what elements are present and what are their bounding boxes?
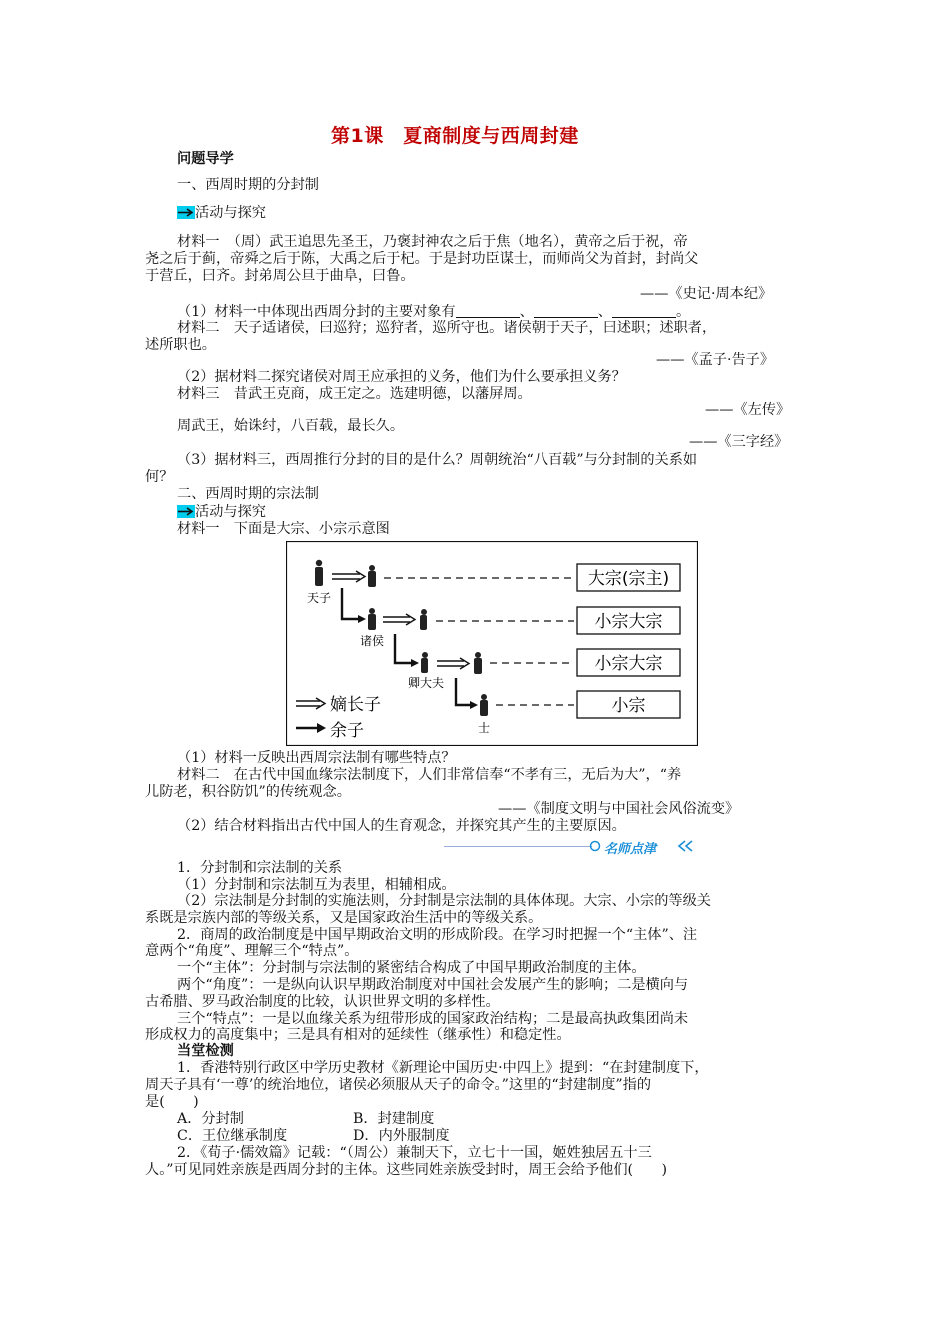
person-icon (368, 565, 376, 587)
activity-label: 活动与探究 (195, 205, 266, 221)
person-icon (421, 652, 428, 673)
test-heading: 当堂检测 (177, 1043, 234, 1059)
q1-text: （1）材料一中体现出西周分封的主要对象有 (177, 304, 456, 320)
q1-end: 。 (676, 304, 691, 320)
tip1: 1．分封制和宗法制的关系 (177, 860, 343, 876)
box-label: 小宗 (611, 696, 646, 716)
chevron-left-icon (676, 839, 698, 853)
tip2b-line2: 古希腊、罗马政治制度的比较，认识世界文明的多样性。 (145, 994, 500, 1010)
p1-m3-line1: 材料三 昔武王克商，成王定之。选建明德，以藩屏周。 (177, 386, 532, 402)
tip1b-line1: （2）宗法制是分封制的实施法则，分封制是宗法制的具体体现。大宗、小宗的等级关 (177, 893, 711, 909)
box-label: 小宗大宗 (594, 654, 663, 674)
person-icon (474, 652, 482, 674)
p1-q3-line1: （3）据材料三，西周推行分封的目的是什么？周朝统治“八百载”与分封制的关系如 (177, 452, 698, 468)
q1-sep: 、 (597, 304, 612, 320)
part2-activity (177, 504, 266, 521)
rank-label: 天子 (306, 591, 332, 605)
person-icon (368, 608, 376, 630)
part1-activity (177, 205, 266, 222)
p2-m2-source: ——《制度文明与中国社会风俗流变》 (498, 801, 740, 817)
part1-heading: 一、西周时期的分封制 (177, 177, 319, 193)
tip1b-line2: 系既是宗族内部的等级关系，又是国家政治生活中的等级关系。 (145, 910, 543, 926)
p1-m1-line3: 于营丘，曰齐。封弟周公旦于曲阜，曰鲁。 (145, 268, 415, 284)
tip2c-line1: 三个“特点”：一是以血缘关系为纽带形成的国家政治结构；二是最高执政集团尚未 (177, 1011, 689, 1027)
p2-m2-line2: 儿防老，积谷防饥”的传统观念。 (145, 784, 351, 800)
test-q2-line2: 人。”可见同姓亲族是西周分封的主体。这些同姓亲族受封时，周王会给予他们( ) (145, 1162, 667, 1178)
arrow-icon (177, 206, 195, 219)
legend-label: 余子 (330, 721, 364, 741)
p2-m2-line1: 材料二 在古代中国血缘宗法制度下，人们非常信奉“不孝有三，无后为大”，“养 (177, 767, 682, 783)
arrow-icon (177, 505, 195, 518)
person-icon (315, 560, 323, 586)
test-q1-line1: 1．香港特别行政区中学历史教材《新理论中国历史·中四上》提到：“在封建制度下， (177, 1060, 709, 1076)
answer-blank[interactable] (456, 304, 520, 318)
legend-label: 嫡长子 (330, 695, 381, 715)
circle-icon (588, 839, 602, 853)
option-d[interactable]: D．内外服制度 (353, 1128, 450, 1144)
p1-q1 (177, 304, 690, 321)
p1-m3-source1: ——《左传》 (705, 402, 791, 418)
answer-blank[interactable] (534, 304, 598, 318)
test-q1-line2: 周天子具有‘一尊’的统治地位，诸侯必须服从天子的命令。”这里的“封建制度”指的 (145, 1077, 652, 1093)
person-icon (480, 694, 488, 716)
divider (444, 846, 592, 847)
tip2a: 一个“主体”：分封制与宗法制的紧密结合构成了中国早期政治制度的主体。 (177, 960, 646, 976)
option-c[interactable]: C．王位继承制度 (177, 1128, 288, 1144)
rank-label: 诸侯 (359, 634, 385, 648)
option-a[interactable]: A．分封制 (177, 1111, 244, 1127)
p1-m3-source2: ——《三字经》 (689, 434, 789, 450)
p1-m2-line1: 材料二 天子适诸侯，曰巡狩；巡狩者，巡所守也。诸侯朝于天子，曰述职；述职者， (177, 320, 717, 336)
p1-m2-source: ——《孟子·告子》 (656, 352, 775, 368)
tip1a: （1）分封制和宗法制互为表里，相辅相成。 (177, 877, 456, 893)
answer-blank[interactable] (612, 304, 676, 318)
p2-m1: 材料一 下面是大宗、小宗示意图 (177, 521, 390, 537)
p1-m1-line1: 材料一 （周）武王追思先圣王，乃褒封神农之后于焦（地名），黄帝之后于祝，帝 (177, 234, 688, 250)
p2-q2: （2）结合材料指出古代中国人的生育观念，并探究其产生的主要原因。 (177, 818, 626, 834)
activity-label: 活动与探究 (195, 504, 266, 520)
box-label: 大宗(宗主) (587, 569, 670, 589)
tip2-line2: 意两个“角度”、理解三个“特点”。 (145, 943, 359, 959)
p1-m3-line2: 周武王，始诛纣，八百载，最长久。 (177, 418, 405, 434)
tip-badge (588, 838, 700, 857)
section-guide-heading: 问题导学 (177, 151, 234, 167)
p1-m2-line2: 述所职也。 (145, 337, 216, 353)
part2-heading: 二、西周时期的宗法制 (177, 486, 319, 502)
q1-sep: 、 (519, 304, 534, 320)
option-b[interactable]: B．封建制度 (353, 1111, 435, 1127)
page-title: 第1课 夏商制度与西周封建 (331, 125, 579, 147)
tip2c-line2: 形成权力的高度集中；三是具有相对的延续性（继承性）和稳定性。 (145, 1027, 571, 1043)
p1-m1-line2: 尧之后于蓟，帝舜之后于陈，大禹之后于杞。于是封功臣谋士，而师尚父为首封，封尚父 (145, 251, 699, 267)
p1-q2: （2）据材料二探究诸侯对周王应承担的义务，他们为什么要承担义务？ (177, 369, 626, 385)
test-q1-line3: 是( ) (145, 1094, 199, 1110)
p2-q1: （1）材料一反映出西周宗法制有哪些特点？ (177, 750, 456, 766)
rank-label: 卿大夫 (407, 676, 445, 690)
person-icon (420, 609, 427, 630)
tip-badge-label: 名师点津 (604, 842, 657, 857)
tip2b-line1: 两个“角度”：一是纵向认识早期政治制度对中国社会发展产生的影响；二是横向与 (177, 977, 689, 993)
test-q2-line1: 2．《荀子·儒效篇》记载：“（周公）兼制天下，立七十一国，姬姓独居五十三 (177, 1145, 652, 1161)
zongfa-diagram (286, 541, 698, 746)
rank-label: 士 (477, 721, 491, 735)
box-label: 小宗大宗 (594, 612, 663, 632)
p1-q3-line2: 何？ (145, 469, 174, 485)
tip2-line1: 2．商周的政治制度是中国早期政治文明的形成阶段。在学习时把握一个“主体”、注 (177, 927, 698, 943)
p1-m1-source: ——《史记·周本纪》 (640, 286, 773, 302)
